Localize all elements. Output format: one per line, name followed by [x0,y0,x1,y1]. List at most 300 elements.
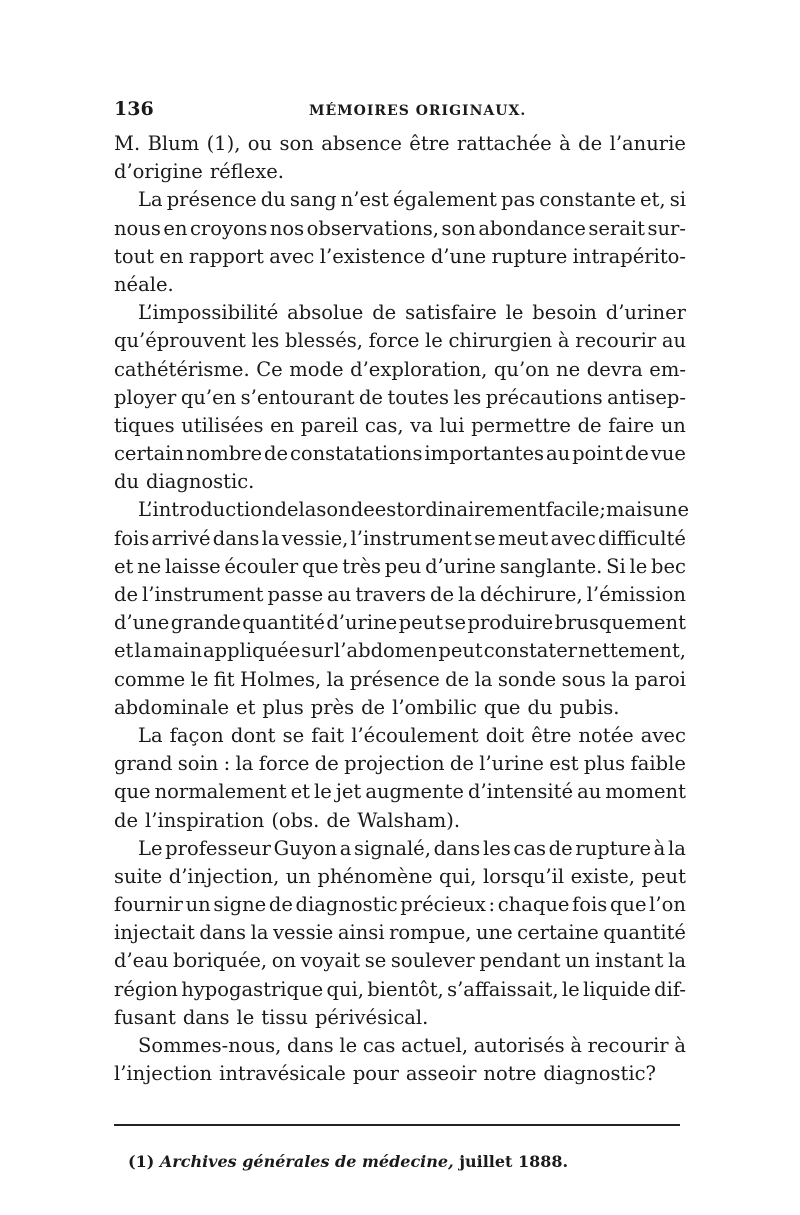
word: à [557,329,570,353]
word: qui, [326,977,364,1001]
word: également [393,188,497,212]
text-line [114,496,690,524]
word: un [185,893,211,917]
word: chaque [497,893,570,917]
text-line [114,440,686,468]
word: permettre [471,413,571,437]
word: laisse [164,554,221,578]
page-header [114,98,686,128]
word: ne [556,357,581,381]
word: au [327,583,352,606]
word: de [264,442,289,466]
word: se [474,526,496,550]
word: fait [311,723,345,747]
word: avec [550,526,596,550]
word: néale. [114,272,174,296]
word: son [279,132,314,155]
word: d’origine [114,160,203,184]
word: si [669,188,686,212]
word: de [578,132,603,155]
word: jet [335,780,362,804]
word: tout [114,244,154,268]
word: moment [605,780,686,804]
text-line [114,807,686,835]
word: en [270,413,295,437]
word: avec [640,723,686,747]
text-line [114,412,686,440]
text-line [114,976,686,1004]
word: La [138,188,163,212]
text-line [114,384,686,412]
word: force [258,752,310,776]
word: l’ombilic [392,695,477,719]
footnote-journal: Archives générales de médecine, [159,1152,454,1172]
word: ainsi [337,921,385,945]
word: précautions [485,385,603,409]
word: diagnostic [295,893,398,917]
word: du [260,188,286,212]
word: ordinairement [404,498,546,522]
word: que [301,554,339,578]
text-line [114,637,686,665]
word: la [474,667,493,691]
word: au [661,329,686,353]
word: voyait [300,949,361,973]
word: au [577,780,602,804]
word: de [430,583,455,606]
word: phénomène [317,864,433,888]
word: du [527,695,553,719]
text-line [114,1032,686,1060]
word: travers [355,583,427,606]
word: de [624,442,649,466]
word: de [114,583,139,606]
word: peut [398,611,444,635]
word: la [235,752,254,776]
word: rapport [188,244,264,268]
word: qui, [439,864,477,888]
word: l’existence [319,244,426,268]
word: tiques [114,413,175,437]
word: boriquée, [173,949,268,973]
word: Guyon [273,836,338,860]
word: que [609,893,647,917]
word: diagnostic. [146,470,255,494]
word: de [445,667,470,691]
text-line [114,130,686,158]
text-line [114,835,686,863]
word: peut [641,864,686,888]
word: qu’en [180,385,237,409]
word: M. [114,132,141,155]
word: doit [485,723,525,747]
word: se [282,723,305,747]
word: que [483,695,521,719]
word: écouler [224,554,299,578]
text-line [114,581,686,609]
footnote [114,1152,686,1171]
word: fois [572,893,608,917]
word: difficulté [597,526,686,550]
word: faible [630,752,686,776]
word: on [271,949,297,973]
word: se [444,611,467,635]
word: intrapérito- [572,244,686,268]
text-line [114,1004,686,1032]
word: et [114,554,134,578]
word: importantes [424,442,545,466]
word: arrivé [151,526,211,550]
word: intravésicale [219,1062,346,1086]
word: mode [289,357,344,381]
word: le [505,301,524,325]
word: augmente [365,780,464,804]
text-line [114,778,686,806]
word: précieux [400,893,486,917]
word: projection [344,752,445,776]
word: en [159,244,184,268]
word: va [410,413,433,437]
word: d’une [114,611,170,635]
word: suite [114,864,163,888]
text-line [114,863,686,891]
word: qu’on [493,357,550,381]
word: sonde [316,498,375,522]
word: nombre [185,442,263,466]
word: sanglante. [499,554,603,578]
word: d’eau [114,949,169,973]
word: les [251,329,280,353]
text-line [114,947,686,975]
word: recourir [575,329,657,353]
word: rupture [491,244,568,268]
word: autorisés [473,1034,565,1057]
word: rattachée [456,132,552,155]
word: utilisées [181,413,264,437]
word: en [163,216,188,240]
word: peut [438,639,483,663]
word: pareil [300,413,359,437]
word: près [310,695,355,719]
word: pubis. [559,695,620,719]
word: professeur [165,836,271,860]
word: pour [352,1062,399,1086]
word: ; [599,498,606,522]
word: devra [586,357,643,381]
word: absolue [287,301,364,325]
word: l’on [649,893,686,917]
word: abdominale [114,695,230,719]
word: sur- [647,216,686,240]
word: n’est [340,188,389,212]
word: point [572,442,623,466]
word: recourir [587,1034,669,1057]
word: l’émission [586,583,686,606]
word: besoin [532,301,597,325]
text-line [114,722,686,750]
word: un [660,413,686,437]
text-line [114,750,686,778]
word: fusant [114,1005,176,1029]
word: un [285,864,311,888]
word: blessés, [284,329,363,353]
word: antisep- [607,385,686,409]
word: dans [433,836,481,860]
word: de [268,893,293,917]
word: la [134,639,153,663]
word: le [190,667,209,691]
text-line [114,609,686,637]
word: périvésical. [314,1005,429,1029]
word: est [374,498,405,522]
word: ne [137,554,162,578]
word: cas, [364,413,404,437]
word: nous [114,216,161,240]
word: d’intensité [467,780,574,804]
word: em- [649,357,686,381]
word: de [314,752,339,776]
text-line [114,666,686,694]
word: lorsqu’il [483,864,565,888]
word: fournir [114,893,183,917]
word: satisfaire [405,301,497,325]
text-line [114,327,686,355]
text-line [114,158,686,186]
word: sang [289,188,337,212]
text-line [114,356,686,384]
word: tissu [261,1005,308,1029]
word: l’instrument [350,526,472,550]
word: la [458,583,476,606]
word: sous [561,667,606,691]
word: bientôt, [367,977,444,1001]
word: et [114,639,134,663]
word: asseoir [405,1062,477,1086]
word: la [668,949,686,973]
word: pas [500,188,536,212]
word: présence [349,667,440,691]
text-line [114,468,686,496]
word: au [545,442,571,466]
word: brusquement [554,611,686,635]
word: ployer [114,385,177,409]
word: pendant [479,949,561,973]
word: le [561,977,580,1001]
word: l’anurie [609,132,686,155]
text-line [114,215,686,243]
word: passe [267,583,324,606]
word: notée [578,723,634,747]
word: l’instrument [142,583,264,606]
word: dans [182,1005,230,1029]
word: la [611,667,630,691]
word: à [559,132,571,155]
word: le [425,329,443,353]
word: soin [177,752,219,776]
word: se [364,949,387,973]
text-line [114,186,686,214]
word: sonde [497,667,557,691]
word: les [453,385,482,409]
word: force [368,329,420,353]
word: de [326,808,351,832]
word: comme [114,667,186,691]
text-line [114,919,686,947]
word: paroi [634,667,686,691]
word: du [114,470,140,494]
word: rompue, [389,921,472,945]
word: une [652,498,690,522]
word: de [114,808,139,832]
word: d’exploration, [350,357,488,381]
word: (obs. [271,808,320,832]
word: de [577,413,602,437]
word: normalement [154,780,287,804]
word: facile [545,498,600,522]
word: présence [166,188,257,212]
page-number: 136 [114,98,154,120]
text-line [114,525,686,553]
word: dans [212,526,260,550]
word: d’uriner [605,301,686,325]
text-line [114,891,686,919]
word: plus [262,695,304,719]
word: l’écoulement [351,723,479,747]
word: Walsham). [357,808,461,832]
word: réflexe. [209,160,284,184]
footnote-marker: (1) [128,1152,155,1172]
word: à [570,1034,582,1057]
word: a [339,836,352,860]
running-head: MÉMOIRES ORIGINAUX. [309,103,527,119]
word: dif- [654,977,686,1001]
word: déchirure, [479,583,583,606]
word: et, [639,188,666,212]
word: injectait [114,921,195,945]
word: L’impossibilité [138,301,279,325]
word: l’abdomen [334,639,438,663]
word: région [114,977,178,1001]
word: signalé, [354,836,431,860]
word: les [482,836,511,860]
word: façon [169,723,224,747]
word: et [290,780,310,804]
word: lui [439,413,465,437]
word: la [261,526,280,550]
word: certaine [517,921,599,945]
word: le [236,1005,255,1029]
word: ou [247,132,273,155]
word: la [326,667,345,691]
word: certain [114,442,185,466]
body-text [114,130,690,1088]
word: bec [650,554,686,578]
word: à [674,1034,686,1057]
word: très [342,554,381,578]
word: s’affaissait, [447,977,559,1001]
word: quantité [242,611,325,635]
word: d’urine [326,611,398,635]
word: fit [213,667,235,691]
word: croyons [190,216,268,240]
text-line [114,243,686,271]
word: d’urine [425,554,496,578]
word: Holmes, [239,667,322,691]
word: faire [608,413,655,437]
word: et [236,695,256,719]
word: cas [362,1034,396,1057]
word: qu’éprouvent [114,329,246,353]
word: Blum [147,132,200,155]
word: existe, [570,864,635,888]
word: sur [301,639,334,663]
word: Ce [256,357,283,381]
word: de [548,836,573,860]
word: peu [384,554,422,578]
word: de [361,695,386,719]
word: main [153,639,203,663]
word: la [667,836,686,860]
word: signe [213,893,267,917]
word: meut [497,526,549,550]
word: l’inspiration [145,808,265,832]
word: rupture [575,836,651,860]
word: Le [138,836,163,860]
word: dans [199,921,247,945]
text-line [114,694,686,722]
word: son [441,216,476,240]
word: d’une [430,244,487,268]
footnote-rule [114,1124,680,1126]
word: La [138,723,163,747]
word: : [488,893,496,917]
word: le [629,554,648,578]
word: la [250,921,269,945]
word: de [274,498,299,522]
word: s’entourant [240,385,355,409]
word: être [409,132,450,155]
word: dans [286,1034,334,1057]
word: actuel, [401,1034,469,1057]
word: l’urine [479,752,544,776]
word: avec [269,244,315,268]
word: dont [230,723,276,747]
word: soulever [390,949,475,973]
word: grande [170,611,241,635]
word: Sommes-nous, [138,1034,282,1057]
word: vessie [273,921,334,945]
text-line [114,553,686,581]
word: le [314,780,332,804]
word: serait [588,216,645,240]
word: hypogastrique [181,977,324,1001]
word: diagnostic? [543,1062,656,1086]
word: que [114,780,151,804]
text-line [114,271,686,299]
word: grand [114,752,173,776]
word: (1), [206,132,241,155]
word: abondance [478,216,586,240]
word: nettement, [578,639,686,663]
word: à [653,836,666,860]
word: instant [594,949,664,973]
word: de [358,385,383,409]
text-line [114,1060,686,1088]
word: nos [269,216,305,240]
word: constatations [289,442,423,466]
word: la [298,498,317,522]
book-page [114,98,690,1172]
